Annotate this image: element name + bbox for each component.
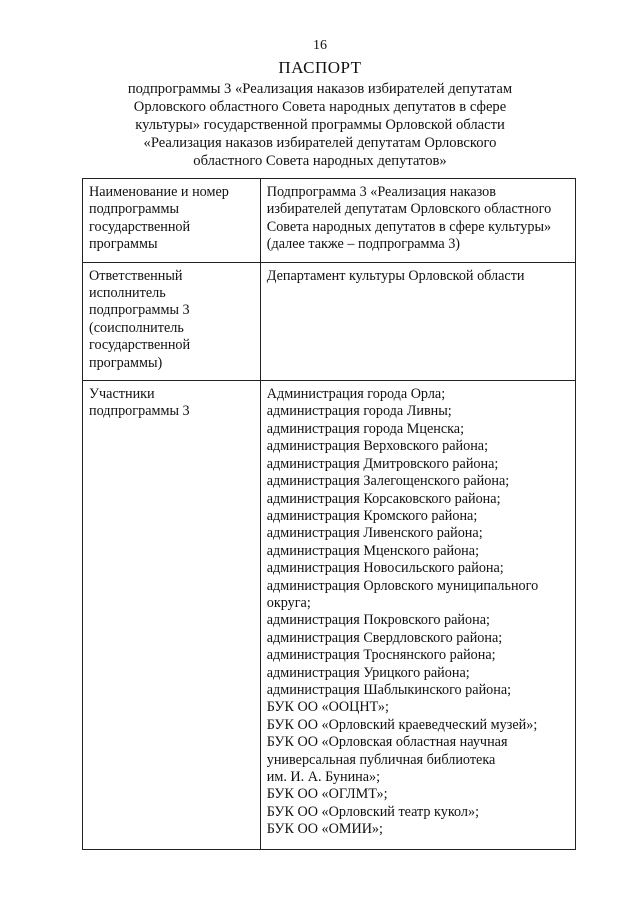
participant-line: администрация Корсаковского района; bbox=[266, 490, 501, 507]
participant-line: администрация Дмитровского района; bbox=[266, 455, 499, 472]
subtitle-line: Орловского областного Совета народных депутатов в сфере bbox=[133, 99, 507, 115]
label-line: Ответственный bbox=[89, 267, 183, 284]
row-label-participants bbox=[83, 381, 261, 850]
participant-line: администрация Кромского района; bbox=[266, 507, 478, 524]
subtitle-line: подпрограммы 3 «Реализация наказов избирателей депутатам bbox=[127, 81, 513, 97]
participant-line: администрация Орловского муниципального bbox=[266, 577, 539, 594]
value-line: Подпрограмма 3 «Реализация наказов bbox=[266, 184, 496, 200]
participant-line: администрация Урицкого района; bbox=[266, 664, 470, 681]
participant-line: администрация города Мценска; bbox=[266, 420, 465, 437]
participant-line: БУК ОО «Орловский театр кукол»; bbox=[266, 803, 480, 820]
label-line: Наименование и номер bbox=[89, 184, 229, 200]
label-line: подпрограммы 3 bbox=[89, 302, 190, 319]
label-line: государственной bbox=[89, 337, 191, 354]
participant-line: администрация Ливенского района; bbox=[266, 525, 483, 542]
label-line: программы bbox=[89, 236, 158, 253]
row-value-name bbox=[260, 179, 575, 263]
value-line: избирателей депутатам Орловского областного bbox=[266, 201, 552, 218]
table-row bbox=[83, 381, 576, 850]
participant-line: администрация Залегощенского района; bbox=[266, 473, 510, 490]
participant-line: БУК ОО «Орловский краеведческий музей»; bbox=[266, 716, 538, 733]
participant-line: администрация Шаблыкинского района; bbox=[266, 681, 512, 698]
row-label-name bbox=[83, 179, 261, 263]
label-line: государственной bbox=[89, 218, 191, 235]
participant-line: администрация Новосильского района; bbox=[266, 560, 504, 577]
value-line: Департамент культуры Орловской области bbox=[266, 267, 525, 284]
row-label-responsible bbox=[83, 262, 261, 380]
participant-line: БУК ОО «ОМИИ»; bbox=[266, 821, 383, 838]
label-line: исполнитель bbox=[89, 285, 166, 302]
subtitle-line: культуры» государственной программы Орловской области bbox=[135, 117, 505, 133]
participant-line: администрация Свердловского района; bbox=[266, 629, 503, 646]
passport-table bbox=[82, 178, 576, 850]
subtitle bbox=[70, 80, 570, 170]
participant-line: администрация Троснянского района; bbox=[266, 647, 496, 664]
table-row bbox=[83, 262, 576, 380]
participant-line: им. И. А. Бунина»; bbox=[266, 769, 381, 785]
participant-line: БУК ОО «Орловская областная научная bbox=[266, 734, 508, 751]
label-line: подпрограммы bbox=[89, 201, 179, 218]
label-line: подпрограммы 3 bbox=[89, 403, 190, 420]
subtitle-line: «Реализация наказов избирателей депутатам Орловского bbox=[143, 135, 497, 151]
value-line: Совета народных депутатов в сфере культуры» bbox=[266, 218, 552, 235]
participant-line: БУК ОО «ООЦНТ»; bbox=[266, 699, 389, 716]
participant-line: универсальная публичная библиотека bbox=[266, 751, 496, 768]
page-number: 16 bbox=[313, 38, 327, 53]
value-line: (далее также – подпрограмма 3) bbox=[266, 236, 461, 253]
label-line: (соисполнитель bbox=[89, 319, 184, 336]
participant-line: БУК ОО «ОГЛМТ»; bbox=[266, 786, 388, 803]
participant-line: округа; bbox=[266, 594, 311, 611]
participant-line: администрация Мценского района; bbox=[266, 542, 480, 559]
label-line: программы) bbox=[89, 354, 163, 371]
participant-line: администрация Верховского района; bbox=[266, 438, 489, 455]
label-line: Участники bbox=[89, 386, 155, 403]
participant-line: Администрация города Орла; bbox=[266, 386, 446, 403]
subtitle-line: областного Совета народных депутатов» bbox=[193, 153, 447, 169]
table-row bbox=[83, 179, 576, 263]
participant-line: администрация Покровского района; bbox=[266, 612, 490, 629]
row-value-responsible bbox=[260, 262, 575, 380]
participant-line: администрация города Ливны; bbox=[266, 403, 452, 420]
page-title: ПАСПОРТ bbox=[278, 58, 362, 77]
row-value-participants bbox=[260, 381, 575, 850]
